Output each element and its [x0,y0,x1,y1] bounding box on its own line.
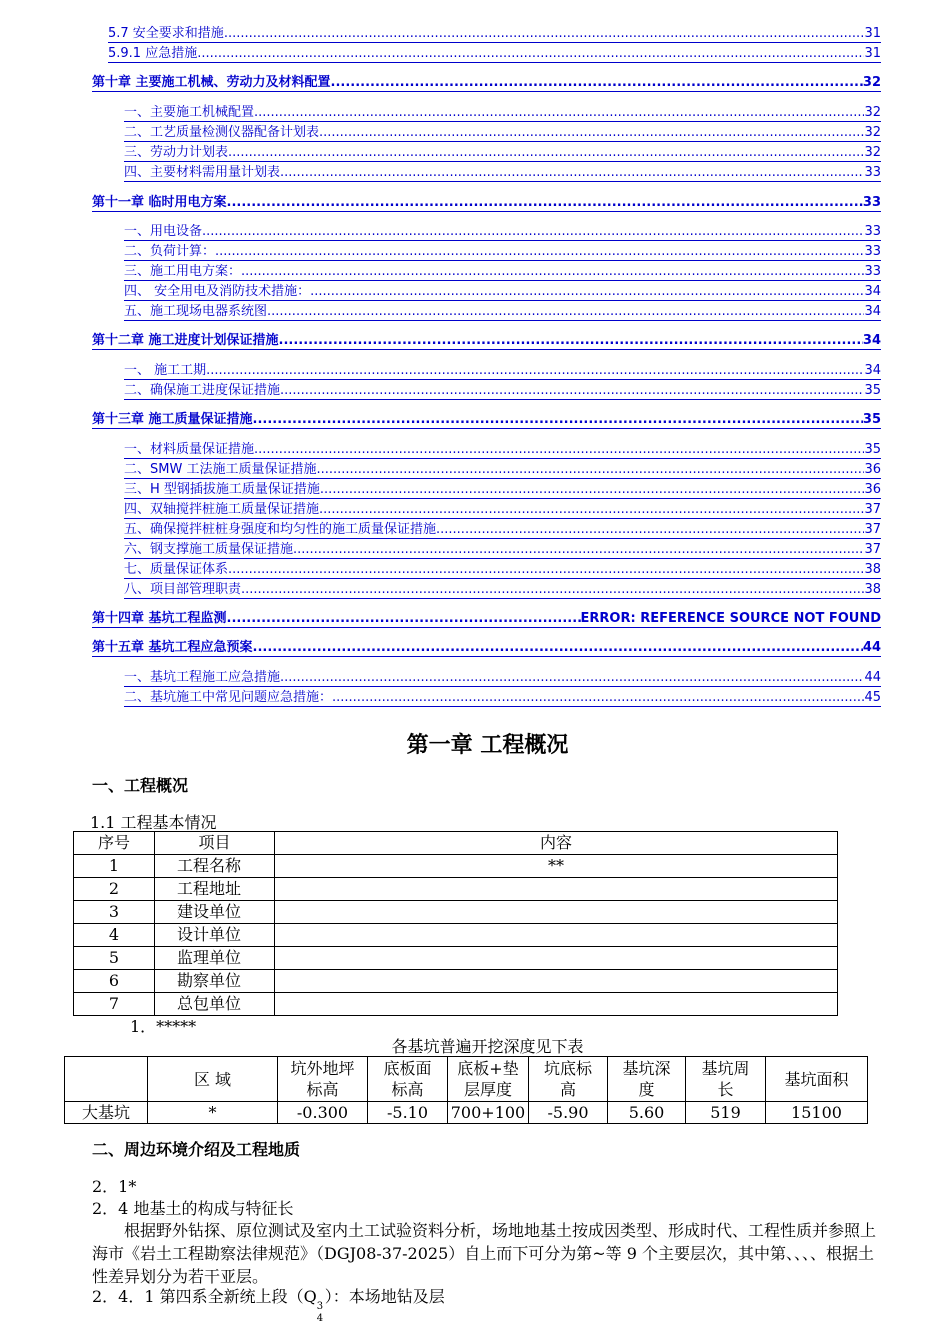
table-cell [275,993,838,1016]
table-row [74,970,838,993]
table-cell: 监理单位 [155,947,275,970]
toc-entry[interactable] [108,26,881,43]
toc-entry-title: 三、H 型钢插拔施工质量保证措施 [124,482,320,497]
toc-entry[interactable] [124,582,881,599]
toc-entry[interactable] [124,690,881,707]
toc-entry-page: 44 [864,670,881,685]
table-row [74,947,838,970]
toc-leader-dots [319,125,864,142]
table-cell: -5.10 [368,1102,448,1124]
toc-entry-title: 四、双轴搅拌桩施工质量保证措施 [124,502,320,517]
table-row [74,855,838,878]
toc-entry-page: 37 [864,542,881,557]
toc-entry-page: 36 [864,482,881,497]
toc-entry[interactable] [124,562,881,579]
table-cell: 519 [686,1102,766,1124]
toc-leader-dots [253,640,863,657]
toc-entry-page: 44 [862,640,881,655]
toc-entry-title: 三、劳动力计划表 [124,145,229,160]
toc-entry[interactable] [124,462,881,479]
toc-entry-title: 一、基坑工程施工应急措施 [124,670,281,685]
toc-leader-dots [332,690,864,707]
toc-entry[interactable] [124,264,881,281]
toc-entry-title: 四、 安全用电及消防技术措施： [124,284,311,299]
toc-leader-dots [280,165,864,182]
toc-entry-page: 35 [864,383,881,398]
paragraph-2-4-1: 2．4．1 第四系全新统上段（Q 3 4 ）：本场地钻及层 [92,1287,445,1324]
toc-leader-dots [227,611,581,628]
toc-entry-title: 七、质量保证体系 [124,562,229,577]
toc-entry[interactable] [124,224,881,241]
table-header-cell: 内容 [275,832,838,855]
table-cell: 3 [74,901,155,924]
table-cell [275,901,838,924]
toc-leader-dots [197,46,864,63]
table-cell: 大基坑 [65,1102,148,1124]
section-heading-environment: 二、周边环境介绍及工程地质 [92,1140,301,1159]
toc-entry-title: 一、用电设备 [124,224,203,239]
toc-entry-title: 第十四章 基坑工程监测 [92,611,227,626]
toc-entry[interactable] [124,125,881,142]
toc-entry-title: 六、钢支撑施工质量保证措施 [124,542,294,557]
toc-entry-title: 第十章 主要施工机械、劳动力及材料配置 [92,75,331,90]
toc-entry-page: 31 [864,26,881,41]
toc-entry[interactable] [92,333,881,350]
table-header-cell: 底板面标高 [368,1057,448,1102]
table-header-cell: 基坑面积 [766,1057,868,1102]
toc-entry-page: 33 [864,224,881,239]
table-row [74,924,838,947]
table-row [74,993,838,1016]
paragraph-soil-description: 根据野外钻探、原位测试及室内土工试验资料分析，场地地基土按成因类型、形成时代、工程性质并参照上海市《岩土工程勘察法律规范》（DGJ08-37-2025）自上而下可分为第~等 9 个主要层次，其中第、、、、根据土性差异划分为若干亚层。 [92,1221,877,1286]
toc-entry-page: 37 [864,522,881,537]
toc-entry[interactable] [124,542,881,559]
toc-leader-dots [227,195,863,212]
toc-leader-dots [320,482,865,499]
toc-entry-title: 一、主要施工机械配置 [124,105,255,120]
toc-entry-page: 32 [864,145,881,160]
table-header-cell: 坑底标高 [529,1057,608,1102]
table-cell: ** [275,855,838,878]
toc-entry-title: 5.9.1 应急措施 [108,46,198,61]
table1-caption: 1.1 工程基本情况 [90,813,217,832]
toc-entry-page: 32 [864,125,881,140]
table-cell: 工程名称 [155,855,275,878]
toc-entry-page: 34 [862,333,881,348]
toc-entry-page: 33 [864,165,881,180]
table-cell: 总包单位 [155,993,275,1016]
table-row [74,901,838,924]
toc-leader-dots [280,383,864,400]
toc-entry-title: 一、 施工工期 [124,363,207,378]
toc-entry-title: 八、项目部管理职责 [124,582,242,597]
toc-leader-dots [331,75,863,92]
project-info-table [73,831,838,1016]
toc-leader-dots [241,582,864,599]
toc-entry-page: 34 [864,363,881,378]
table-header-cell: 坑外地坪标高 [278,1057,368,1102]
toc-entry-title: 第十二章 施工进度计划保证措施 [92,333,279,348]
toc-leader-dots [279,333,863,350]
toc-entry[interactable] [124,244,881,261]
table-cell [275,878,838,901]
toc-leader-dots [206,363,864,380]
toc-entry-page: 32 [864,105,881,120]
table-header-cell: 区 域 [148,1057,278,1102]
toc-leader-dots [293,542,864,559]
paragraph-2-1: 2．1* [92,1177,137,1196]
table-row [74,878,838,901]
toc-entry[interactable] [124,670,881,687]
table-cell: 设计单位 [155,924,275,947]
toc-entry-title: 五、施工现场电器系统图 [124,304,268,319]
toc-entry-title: 三、施工用电方案： [124,264,242,279]
toc-leader-dots [253,412,863,429]
toc-entry-title: 5.7 安全要求和措施 [108,26,224,41]
toc-entry-page: 33 [864,244,881,259]
table-cell [275,924,838,947]
toc-leader-dots [254,105,864,122]
table-cell: 15100 [766,1102,868,1124]
toc-entry[interactable] [92,640,881,657]
table-header-cell: 基坑深度 [608,1057,686,1102]
table-header-cell: 项目 [155,832,275,855]
toc-entry[interactable] [124,383,881,400]
toc-entry[interactable] [108,46,881,63]
toc-entry[interactable] [92,75,881,92]
table-cell [275,970,838,993]
toc-entry-title: 五、确保搅拌桩桩身强度和均匀性的施工质量保证措施 [124,522,437,537]
table-cell: 2 [74,878,155,901]
toc-entry[interactable] [124,363,881,380]
table-cell: -5.90 [529,1102,608,1124]
toc-leader-dots [316,462,864,479]
toc-leader-dots [228,145,864,162]
toc-entry-page: 33 [862,195,881,210]
note-after-table1: 1．***** [130,1017,197,1036]
toc-leader-dots [215,244,864,261]
table-cell: 建设单位 [155,901,275,924]
table-row [65,1102,868,1124]
table-header-row [74,832,838,855]
table-cell [275,947,838,970]
toc-entry-title: 四、主要材料需用量计划表 [124,165,281,180]
toc-entry-title: 二、确保施工进度保证措施 [124,383,281,398]
table-header-row [65,1057,868,1102]
toc-entry[interactable] [92,195,881,212]
toc-leader-dots [319,502,864,519]
toc-entry-title: 第十五章 基坑工程应急预案 [92,640,253,655]
toc-entry-page: 34 [864,284,881,299]
table2-caption: 各基坑普遍开挖深度见下表 [391,1037,584,1056]
table-cell: 1 [74,855,155,878]
table-cell: -0.300 [278,1102,368,1124]
toc-entry-title: 一、材料质量保证措施 [124,442,255,457]
toc-entry-page: 31 [864,46,881,61]
table-cell: 勘察单位 [155,970,275,993]
toc-entry[interactable] [124,442,881,459]
toc-entry[interactable] [124,145,881,162]
table-header-cell: 底板+垫层厚度 [448,1057,529,1102]
toc-leader-dots [228,562,864,579]
toc-leader-dots [241,264,864,281]
toc-entry[interactable] [124,304,881,321]
toc-entry-page: 36 [864,462,881,477]
table-cell: 4 [74,924,155,947]
toc-entry-page: 38 [864,582,881,597]
toc-entry-title: 第十三章 施工质量保证措施 [92,412,253,427]
toc-entry-page: 35 [862,412,881,427]
table-cell: 7 [74,993,155,1016]
table-cell: 6 [74,970,155,993]
toc-entry-page: 37 [864,502,881,517]
section-heading-overview: 一、工程概况 [92,776,189,795]
chapter-title: 第一章 工程概况 [406,733,569,758]
toc-entry-title: 二、负荷计算： [124,244,216,259]
table-header-cell: 基坑周长 [686,1057,766,1102]
toc-entry-title: 二、基坑施工中常见问题应急措施： [124,690,333,705]
toc-entry[interactable] [124,284,881,301]
toc-leader-dots [436,522,864,539]
toc-entry[interactable] [124,105,881,122]
toc-entry-title: 第十一章 临时用电方案 [92,195,227,210]
toc-leader-dots [202,224,864,241]
table-cell: * [148,1102,278,1124]
toc-entry[interactable] [124,165,881,182]
toc-entry-page: 38 [864,562,881,577]
toc-entry-page: 35 [864,442,881,457]
toc-leader-dots [254,442,864,459]
toc-entry-title: 二、SMW 工法施工质量保证措施 [124,462,317,477]
toc-entry-page: 34 [864,304,881,319]
table-header-cell: 序号 [74,832,155,855]
table-header-cell [65,1057,148,1102]
toc-entry-page: 33 [864,264,881,279]
toc-entry-title: 二、工艺质量检测仪器配备计划表 [124,125,320,140]
toc-entry-page: ERROR: REFERENCE SOURCE NOT FOUND [580,611,881,626]
toc-entry[interactable] [92,412,881,429]
toc-entry-page: 45 [864,690,881,705]
table-cell: 5 [74,947,155,970]
toc-entry[interactable] [92,611,881,628]
toc-leader-dots [224,26,865,43]
toc-entry-page: 32 [862,75,881,90]
toc-leader-dots [267,304,864,321]
toc-leader-dots [280,670,864,687]
table-cell: 700+100 [448,1102,529,1124]
table-cell: 工程地址 [155,878,275,901]
toc-entry[interactable] [124,482,881,499]
toc-entry[interactable] [124,522,881,539]
excavation-depth-table [64,1056,868,1124]
toc-entry[interactable] [124,502,881,519]
table-cell: 5.60 [608,1102,686,1124]
toc-leader-dots [310,284,864,301]
paragraph-2-4: 2．4 地基土的构成与特征长 [92,1199,294,1218]
